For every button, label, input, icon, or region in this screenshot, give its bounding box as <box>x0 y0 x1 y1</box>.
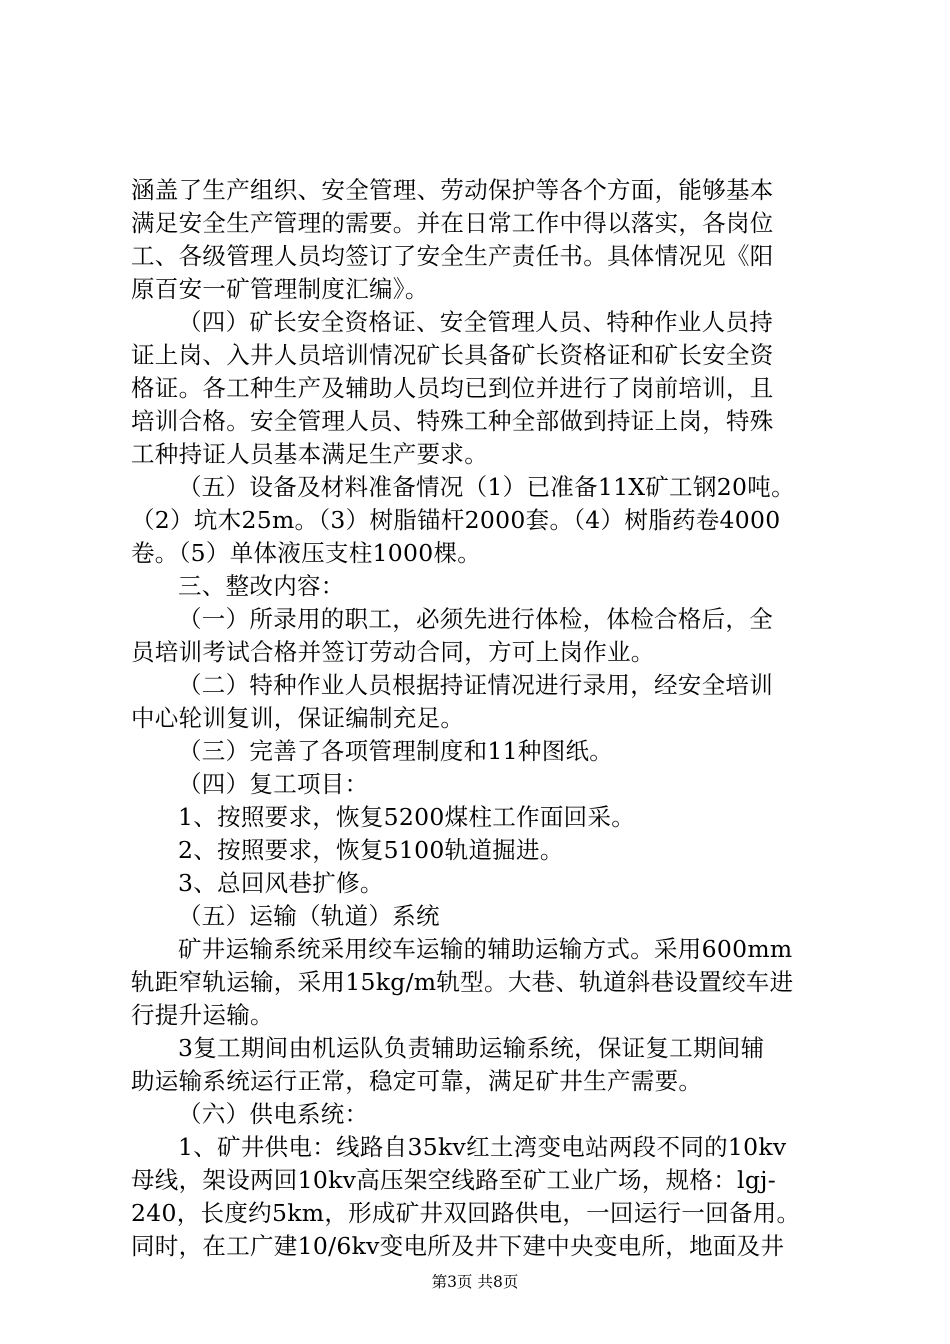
text-line: 证上岗、入井人员培训情况矿长具备矿长资格证和矿长安全资 <box>131 341 774 369</box>
text-line: （2）坑木25m。（3）树脂锚杆2000套。（4）树脂药卷4000 <box>131 506 781 534</box>
text-line: 卷。（5）单体液压支柱1000棵。 <box>131 539 482 567</box>
text-line: （四）复工项目： <box>178 770 369 798</box>
text-line: （一）所录用的职工，必须先进行体检，体检合格后，全 <box>178 605 773 633</box>
text-line: 240，长度约5km，形成矿井双回路供电，一回运行一回备用。 <box>131 1199 801 1227</box>
text-line: （六）供电系统： <box>178 1100 369 1128</box>
text-line: 格证。各工种生产及辅助人员均已到位并进行了岗前培训，且 <box>131 374 774 402</box>
page-number: 第3页 共8页 <box>431 1273 519 1291</box>
text-line: （三）完善了各项管理制度和11种图纸。 <box>178 737 614 765</box>
text-line: 原百安一矿管理制度汇编》。 <box>131 275 429 303</box>
text-line: （五）设备及材料准备情况（1）已准备11X矿工钢20吨。 <box>178 473 795 501</box>
text-line: 培训合格。安全管理人员、特殊工种全部做到持证上岗，特殊 <box>131 407 774 435</box>
text-line: 工种持证人员基本满足生产要求。 <box>131 440 488 468</box>
text-line: 行提升运输。 <box>131 1001 274 1029</box>
text-line: 3复工期间由机运队负责辅助运输系统，保证复工期间辅 <box>178 1034 765 1062</box>
text-line: 涵盖了生产组织、安全管理、劳动保护等各个方面，能够基本 <box>131 176 774 204</box>
text-line: 员培训考试合格并签订劳动合同，方可上岗作业。 <box>131 638 655 666</box>
text-line: 3、总回风巷扩修。 <box>178 869 384 897</box>
text-line: （五）运输（轨道）系统 <box>178 902 440 930</box>
text-line: 矿井运输系统采用绞车运输的辅助运输方式。采用600mm <box>178 935 793 963</box>
text-line: 工、各级管理人员均签订了安全生产责任书。具体情况见《阳 <box>131 242 774 270</box>
text-line: 1、按照要求，恢复5200煤柱工作面回采。 <box>178 803 636 831</box>
text-line: 助运输系统运行正常，稳定可靠，满足矿井生产需要。 <box>131 1067 703 1095</box>
text-line: 中心轮训复训，保证编制充足。 <box>131 704 465 732</box>
text-line: 同时，在工广建10/6kv变电所及井下建中央变电所，地面及井 <box>131 1232 785 1260</box>
text-line: 满足安全生产管理的需要。并在日常工作中得以落实，各岗位 <box>131 209 774 237</box>
text-line: （四）矿长安全资格证、安全管理人员、特种作业人员持 <box>178 308 773 336</box>
text-line: 1、矿井供电：线路自35kv红土湾变电站两段不同的10kv <box>178 1133 787 1161</box>
section-heading: 三、整改内容： <box>178 572 345 600</box>
text-line: 2、按照要求，恢复5100轨道掘进。 <box>178 836 564 864</box>
text-line: 母线，架设两回10kv高压架空线路至矿工业广场，规格：lgj- <box>131 1166 777 1194</box>
text-line: 轨距窄轨运输，采用15kg/m轨型。大巷、轨道斜巷设置绞车进 <box>131 968 794 996</box>
text-line: （二）特种作业人员根据持证情况进行录用，经安全培训 <box>178 671 773 699</box>
